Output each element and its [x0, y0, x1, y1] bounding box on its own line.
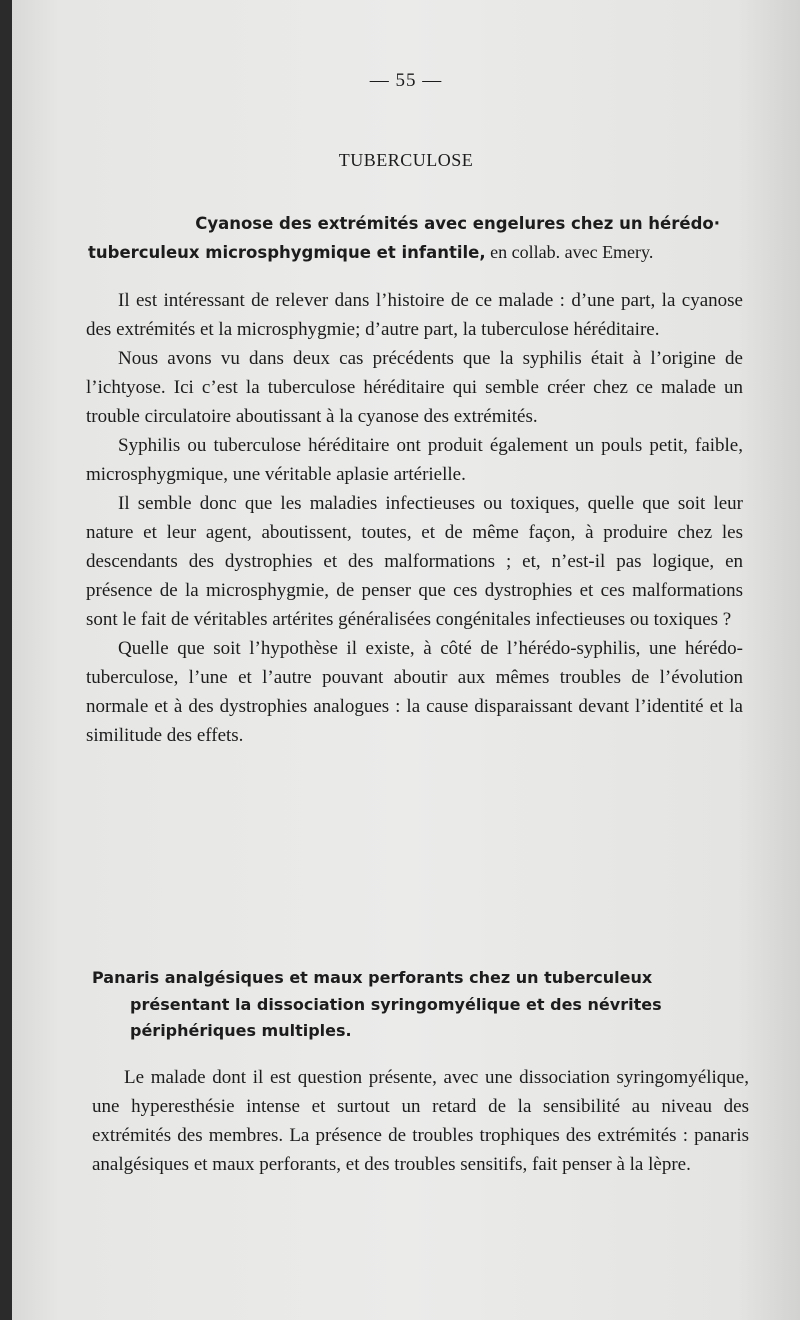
- article-1-heading-bold: tuberculeux microsphygmique et infantile,: [88, 243, 486, 262]
- article-1-body: [86, 286, 743, 750]
- article-1-heading-line-1: Cyanose des extrémités avec engelures chez un hérédo·: [195, 214, 720, 233]
- article-1-heading-collab: en collab. avec Emery.: [485, 242, 654, 262]
- page-number: — 55 —: [369, 70, 443, 91]
- article-1-paragraph: Il est intéressant de relever dans l’histoire de ce malade : d’une part, la cyanose des extrémités et la microsphygmie; d’autre part, la tuberculose héréditaire.: [86, 290, 743, 340]
- article-2-paragraph: Le malade dont il est question présente, avec une dissociation syringomyélique, une hyperesthésie intense et surtout un retard de la sensibilité au niveau des extrémités des membres. La présence de troubles trophiques des extrémités : panaris analgésiques et maux perforants, et des troubles sensitifs, fait penser à la lèpre.: [92, 1067, 749, 1175]
- article-1-paragraph: Syphilis ou tuberculose héréditaire ont produit également un pouls petit, faible, microsphygmique, une véritable aplasie artérielle.: [86, 435, 743, 485]
- article-1-heading: [88, 210, 740, 267]
- article-2-body: [92, 1063, 749, 1179]
- section-title: TUBERCULOSE: [338, 150, 474, 170]
- book-page: [12, 0, 800, 1320]
- article-2-heading-line-1: Panaris analgésiques et maux perforants chez un tuberculeux: [92, 968, 653, 987]
- article-2-heading-line-3: périphériques multiples.: [130, 1021, 352, 1040]
- article-1-paragraph: Nous avons vu dans deux cas précédents que la syphilis était à l’origine de l’ichtyose. Ici c’est la tuberculose héréditaire qui semble créer chez ce malade un trouble circulatoire aboutissant à la cyanose des extrémités.: [86, 348, 743, 427]
- article-2-heading: [92, 965, 752, 1045]
- article-1-paragraph: Il semble donc que les maladies infectieuses ou toxiques, quelle que soit leur nature et leur agent, aboutissent, toutes, et de même façon, à produire chez les descendants des dystrophies et des malformations ; et, n’est-il pas logique, en présence de la microsphygmie, de penser que ces dystrophies et ces malformations sont le fait de véritables artérites généralisées congénitales infectieuses ou toxiques ?: [86, 493, 743, 630]
- article-1-paragraph: Quelle que soit l’hypothèse il existe, à côté de l’hérédo-syphilis, une hérédo-tuberculose, l’une et l’autre pouvant aboutir aux mêmes troubles de l’évolution normale et à des dystrophies analogues : la cause disparaissant devant l’identité et la similitude des effets.: [86, 638, 743, 746]
- article-2-heading-line-2: présentant la dissociation syringomyélique et des névrites: [130, 994, 662, 1014]
- article-1-heading-line-2: [88, 238, 740, 267]
